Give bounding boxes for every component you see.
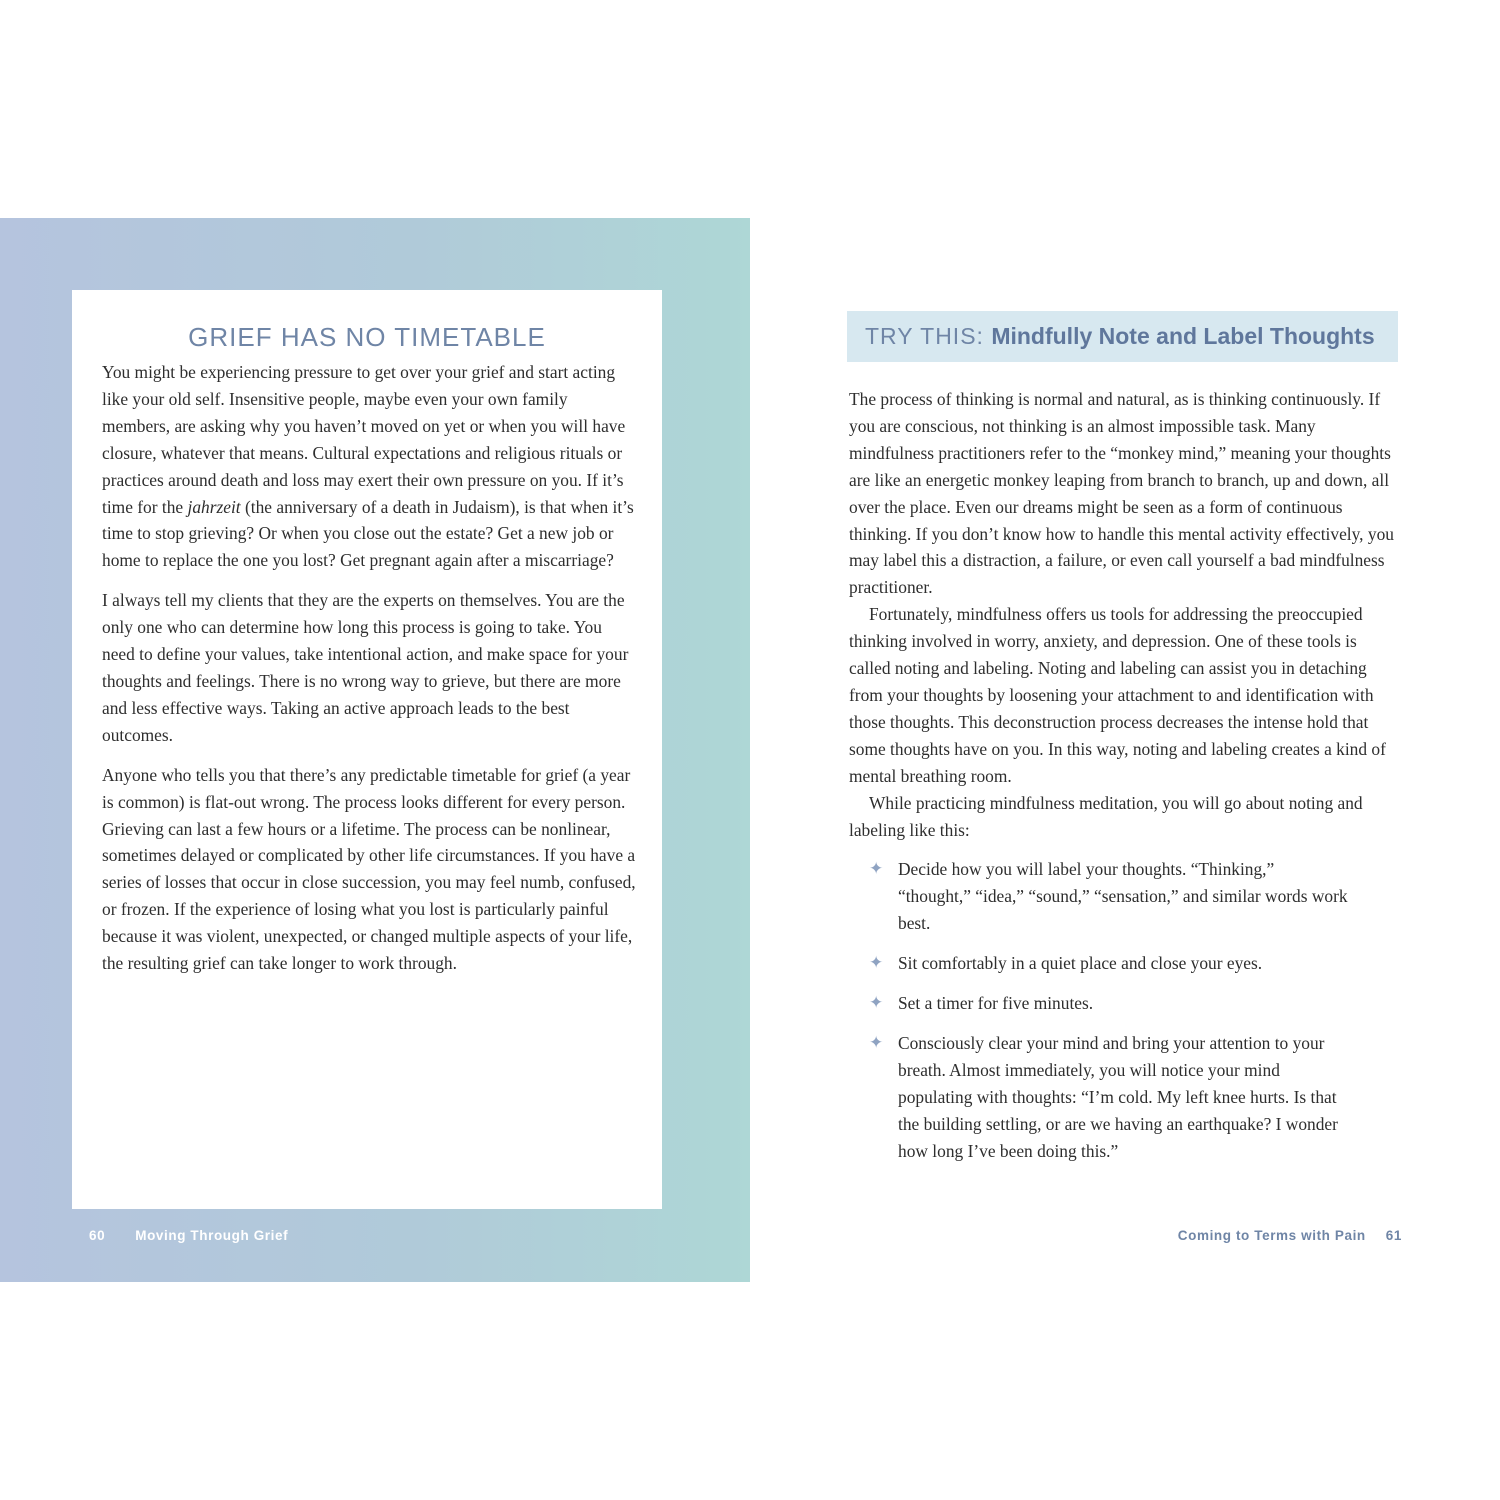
sidebar-title: GRIEF HAS NO TIMETABLE — [188, 322, 546, 352]
try-this-prefix: TRY THIS: — [865, 323, 992, 349]
right-page — [750, 218, 1500, 1282]
try-this-label — [865, 323, 1375, 350]
step-text: Sit comfortably in a quiet place and close your eyes. — [898, 953, 1263, 974]
step-text: Set a timer for five minutes. — [898, 993, 1094, 1014]
right-footer — [1178, 1228, 1402, 1243]
sparkle-bullet-icon: ✦ — [869, 1032, 884, 1052]
sidebar-paragraph-1-italic: jahrzeit — [187, 496, 241, 517]
step-item — [849, 990, 1401, 1017]
sidebar-paragraph-1-text-cont: (the anniversary of a death in Judaism), is that when it’s time to stop grieving? Or when you close out the estate? Get a new job or home to replace the one you lost? Get pregnant again after a miscarriage? — [102, 496, 634, 571]
sidebar-paragraph-2: I always tell my clients that they are the experts on themselves. You are the only one who can determine how long this process is going to take. You need to define your values, take intentional action, and make space for your thoughts and feelings. There is no wrong way to grieve, but there are more and less effective ways. Taking an active approach leads to the best outcomes. — [102, 590, 629, 745]
steps-list — [849, 856, 1401, 1164]
left-page — [0, 218, 750, 1282]
sparkle-bullet-icon: ✦ — [869, 953, 884, 973]
step-text: Consciously clear your mind and bring your attention to your breath. Almost immediately, you will notice your mind populating with thoughts: “I’m cold. My left knee hurts. Is that the building settling, or are we having an earthquake? I wonder how long I’ve been doing this.” — [898, 1032, 1338, 1161]
right-page-number: 61 — [1385, 1228, 1402, 1243]
sidebar-paragraph-3: Anyone who tells you that there’s any predictable timetable for grief (a year is common) is flat-out wrong. The process looks different for every person. Grieving can last a few hours or a lifetime. The process can be nonlinear, sometimes delayed or complicated by other life circumstances. If you have a series of losses that occur in close succession, you may feel numb, confused, or frozen. If the experience of losing what you lost is particularly painful because it was violent, unexpected, or changed multiple aspects of your life, the resulting grief can take longer to work through. — [102, 764, 636, 974]
left-running-head: Moving Through Grief — [135, 1228, 289, 1243]
right-running-head: Coming to Terms with Pain — [1177, 1228, 1366, 1243]
step-item — [849, 950, 1401, 977]
step-text: Decide how you will label your thoughts. “Thinking,” “thought,” “idea,” “sound,” “sensation,” and similar words work best. — [898, 859, 1348, 934]
body-paragraph-3: While practicing mindfulness meditation, you will go about noting and labeling like this: — [849, 792, 1363, 840]
step-item — [849, 856, 1401, 937]
sidebar-body — [102, 359, 637, 990]
step-item — [849, 1030, 1401, 1165]
sparkle-bullet-icon: ✦ — [869, 859, 884, 879]
try-this-banner — [847, 311, 1398, 362]
left-footer — [89, 1228, 288, 1243]
try-this-heading: Mindfully Note and Label Thoughts — [991, 323, 1375, 349]
book-spread — [0, 218, 1500, 1282]
right-body — [849, 386, 1401, 1177]
sidebar-paragraph-1 — [102, 359, 637, 574]
sparkle-bullet-icon: ✦ — [869, 993, 884, 1013]
body-paragraph-1: The process of thinking is normal and natural, as is thinking continuously. If you are conscious, not thinking is an almost impossible task. Many mindfulness practitioners refer to the “monkey mind,” meaning your thoughts are like an energetic monkey leaping from branch to branch, up and down, all over the place. Even our dreams might be seen as a form of continuous thinking. If you don’t know how to handle this mental activity effectively, you may label this a distraction, a failure, or even call yourself a bad mindfulness practitioner. — [849, 389, 1394, 598]
sidebar-paragraph-1-text: You might be experiencing pressure to get over your grief and start acting like your old self. Insensitive people, maybe even your own family members, are asking why you haven’t moved on yet or when you will have closure, whatever that means. Cultural expectations and religious rituals or practices around death and loss may exert their own pressure on you. If it’s time for the — [102, 362, 626, 517]
body-paragraph-2: Fortunately, mindfulness offers us tools for addressing the preoccupied thinking involved in worry, anxiety, and depression. One of these tools is called noting and labeling. Noting and labeling can assist you in detaching from your thoughts by loosening your attachment to and identification with those thoughts. This deconstruction process decreases the intense hold that some thoughts have on you. In this way, noting and labeling creates a kind of mental breathing room. — [849, 604, 1386, 786]
left-page-number: 60 — [89, 1228, 106, 1243]
